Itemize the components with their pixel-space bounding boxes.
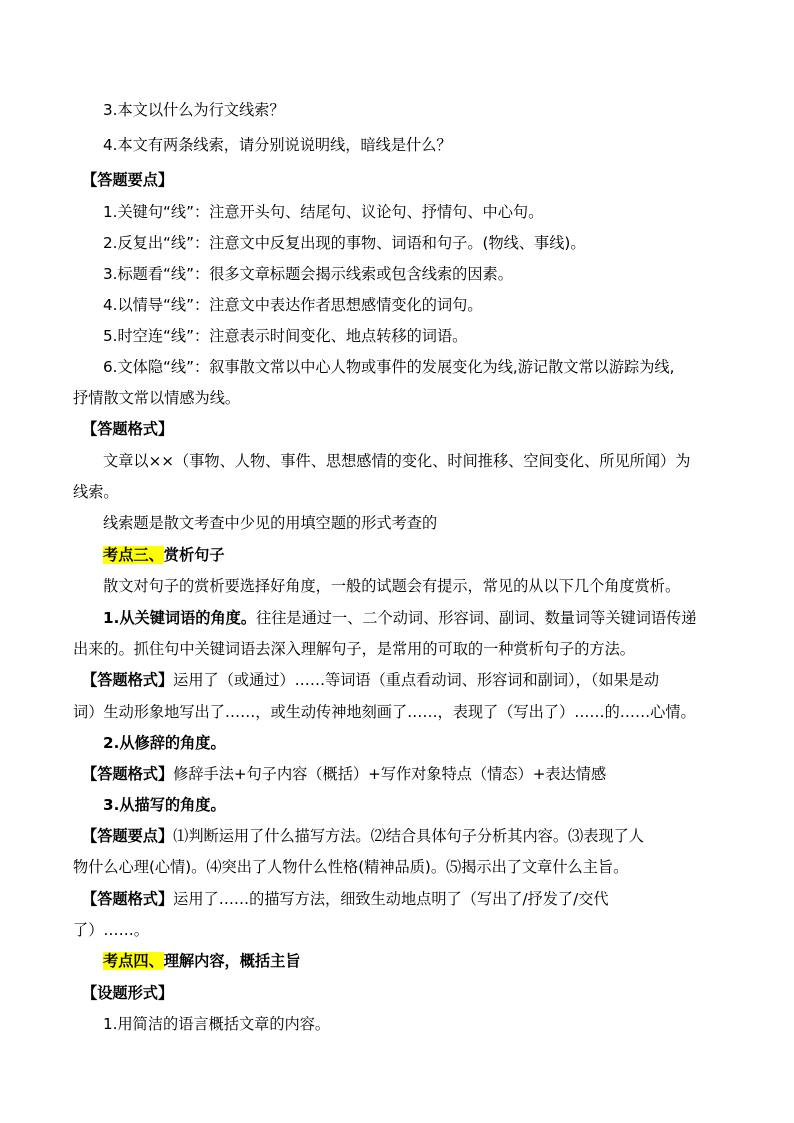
angle-3-format-text: 运用了……的描写方法，细致生动地点明了（写出了/抒发了/交代 bbox=[173, 890, 609, 908]
angle-1-format-line-1 bbox=[82, 670, 659, 690]
angle-1-text: 往往是通过一、二个动词、形容词、副词、数量词等关键词语传递 bbox=[256, 609, 697, 627]
angle-2-title: 2.从修辞的角度。 bbox=[103, 734, 226, 752]
kaodian-4-tag: 考点四、 bbox=[103, 952, 164, 970]
angle-1-line-1 bbox=[103, 608, 696, 628]
angle-1-line-2: 出来的。抓住句中关键词语去深入理解句子，是常用的可取的一种赏析句子的方法。 bbox=[73, 640, 635, 658]
point-2: 2.反复出“线”：注意文中反复出现的事物、词语和句子。(物线、事线)。 bbox=[103, 234, 586, 252]
angle-2-format-tag: 【答题格式】 bbox=[82, 765, 174, 783]
form-item-1: 1.用简洁的语言概括文章的内容。 bbox=[103, 1015, 331, 1033]
point-6-line-2: 抒情散文常以情感为线。 bbox=[73, 389, 241, 407]
angle-1-title: 1.从关键词语的角度。 bbox=[103, 609, 257, 627]
angle-3-points-text: ⑴判断运用了什么描写方法。⑵结合具体句子分析其内容。⑶表现了人 bbox=[173, 827, 644, 845]
point-1: 1.关键句“线”：注意开头句、结尾句、议论句、抒情句、中心句。 bbox=[103, 203, 544, 221]
point-3: 3.标题看“线”：很多文章标题会揭示线索或包含线索的因素。 bbox=[103, 265, 513, 283]
angle-3-points-tag: 【答题要点】 bbox=[82, 827, 174, 845]
angle-2-format bbox=[82, 764, 606, 784]
angle-3-points-line-2: 物什么心理(心情)。⑷突出了人物什么性格(精神品质)。⑸揭示出了文章什么主旨。 bbox=[73, 858, 629, 876]
angle-1-format-line-2: 词）生动形象地写出了……，或生动传神地刻画了……，表现了（写出了）……的……心情。 bbox=[73, 703, 696, 721]
point-5: 5.时空连“线”：注意表示时间变化、地点转移的词语。 bbox=[103, 327, 468, 345]
answer-format-heading: 【答题格式】 bbox=[82, 420, 174, 438]
question-4: 4.本文有两条线索，请分别说说明线，暗线是什么？ bbox=[103, 136, 452, 154]
angle-3-points-line-1 bbox=[82, 826, 644, 846]
kaodian-3-tag: 考点三、 bbox=[103, 546, 164, 564]
format-line-2: 线索。 bbox=[73, 483, 119, 501]
angle-1-format-text: 运用了（或通过）……等词语（重点看动词、形容词和副词），（如果是动 bbox=[173, 671, 660, 689]
angle-1-format-tag: 【答题格式】 bbox=[82, 671, 174, 689]
point-4: 4.以情导“线”：注意文中表达作者思想感情变化的词句。 bbox=[103, 296, 483, 314]
angle-3-format-line-1 bbox=[82, 889, 609, 909]
angle-3-format-line-2: 了）……。 bbox=[73, 921, 149, 939]
angle-3-format-tag: 【答题格式】 bbox=[82, 890, 174, 908]
question-form-heading: 【设题形式】 bbox=[82, 984, 174, 1002]
answer-points-heading: 【答题要点】 bbox=[82, 171, 174, 189]
format-line-1: 文章以××（事物、人物、事件、思想感情的变化、时间推移、空间变化、所见所闻）为 bbox=[103, 452, 691, 470]
question-3: 3.本文以什么为行文线索？ bbox=[103, 101, 285, 119]
kaodian-4-heading bbox=[103, 951, 300, 971]
point-6-line-1: 6.文体隐“线”：叙事散文常以中心人物或事件的发展变化为线,游记散文常以游踪为线, bbox=[103, 358, 675, 376]
kaodian-3-heading bbox=[103, 545, 225, 565]
kaodian-3-title: 赏析句子 bbox=[163, 546, 225, 564]
kaodian-3-intro: 散文对句子的赏析要选择好角度，一般的试题会有提示，常见的从以下几个角度赏析。 bbox=[103, 577, 681, 595]
angle-3-title: 3.从描写的角度。 bbox=[103, 796, 226, 814]
clue-note: 线索题是散文考查中少见的用填空题的形式考查的 bbox=[103, 514, 438, 532]
kaodian-4-title: 理解内容，概括主旨 bbox=[163, 952, 301, 970]
angle-2-format-text: 修辞手法+句子内容（概括）+写作对象特点（情态）+表达情感 bbox=[173, 765, 607, 783]
